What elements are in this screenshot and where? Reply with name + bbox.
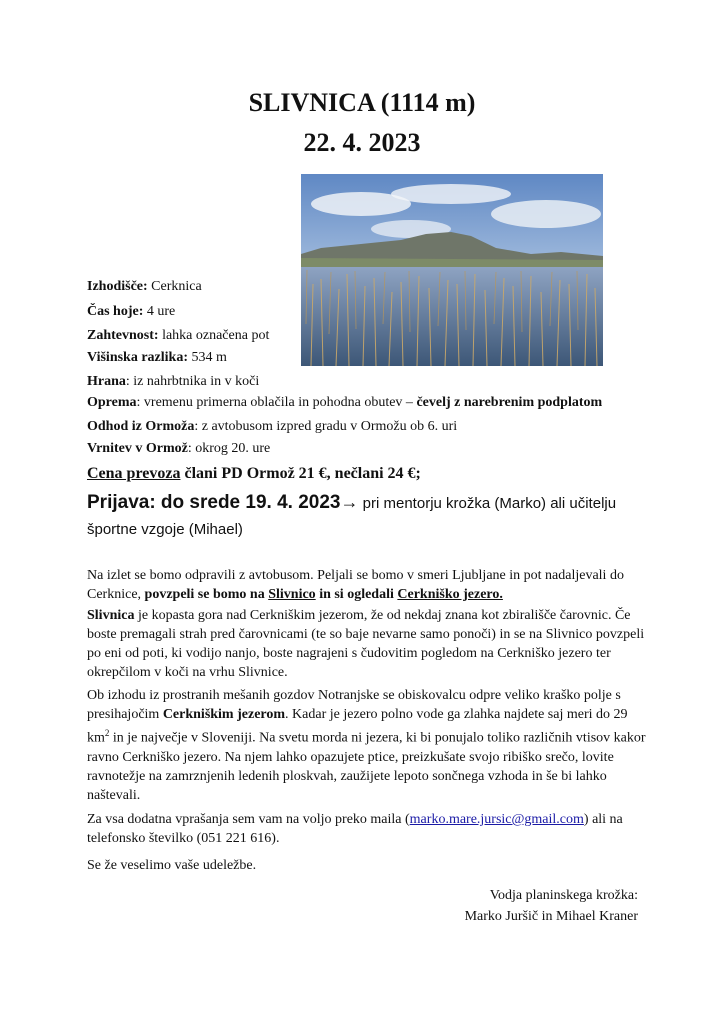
lake-photo — [301, 174, 603, 366]
info-visinska-razlika: Višinska razlika: 534 m — [87, 350, 227, 365]
info-hrana: Hrana: iz nahrbtnika in v koči — [87, 374, 260, 389]
signature-role: Vodja planinskega krožka: — [489, 888, 638, 903]
prijava-note: Prijava: do srede 19. 4. 2023→ pri mentorju krožka (Marko) ali učitelju športne vzgoje (Mihael) — [87, 492, 617, 538]
cena-prevoza: Cena prevoza člani PD Ormož 21 €, nečlani 24 €; — [87, 465, 421, 482]
signature-names: Marko Juršič in Mihael Kraner — [464, 909, 638, 924]
event-date: 22. 4. 2023 — [303, 128, 421, 157]
paragraph-closing: Se že veselimo vaše udeležbe. — [87, 858, 257, 873]
info-odhod: Odhod iz Ormoža: z avtobusom izpred gradu v Ormožu ob 6. uri — [87, 419, 458, 434]
info-zahtevnost: Zahtevnost: lahka označena pot — [87, 328, 270, 343]
info-vrnitev: Vrnitev v Ormož: okrog 20. ure — [87, 441, 271, 456]
email-link[interactable]: marko.mare.jursic@gmail.com — [409, 812, 584, 827]
info-oprema: Oprema: vremenu primerna oblačila in pohodna obutev – čevelj z narebrenim podplatom — [87, 395, 603, 410]
paragraph-intro: Na izlet se bomo odpravili z avtobusom. Peljali se bomo v smeri Ljubljane in pot nadaljevali do Cerknice, povzpeli se bomo na Slivnico in si ogledali Cerkniško jezero. — [87, 568, 624, 602]
paragraph-contact: Za vsa dodatna vprašanja sem vam na voljo preko maila (marko.mare.jursic@gmail.com) ali na telefonsko številko (051 221 616). — [87, 812, 623, 846]
paragraph-jezero: Ob izhodu iz prostranih mešanih gozdov Notranjske se obiskovalcu odpre veliko kraško polje s presihajočim Cerkniškim jezerom. Kadar je jezero polno vode ga zlahka najdete saj meri do 29 $km^2$ in je največje v Sloveniji. Na svetu morda ni jezera, ki bi ponujalo toliko različnih vtisov kakor ravno Cerkniško jezero. Na njem lahko opazujete ptice, preizkušate svojo ribiško srečo, lovite ravnotežje na zamrznjenih ledenih ploskvah, zaužijete lepoto sončnega vzhoda in še bi lahko naštevali. — [87, 688, 646, 803]
paragraph-slivnica: Slivnica je kopasta gora nad Cerkniškim jezerom, že od nekdaj znana kot zbirališče čarovnic. Če boste premagali strah pred čarovnicami (te so baje nevarne samo ponoči) in se na Slivnico povzpeli po eni od poti, ki vodijo nanjo, boste nagrajeni s čudovitim pogledom na Cerkniško jezero ter okrepčilom v koči na vrhu Slivnice. — [87, 608, 645, 680]
info-izhodisce: Izhodišče: Cerknica — [87, 279, 202, 294]
page-title: SLIVNICA (1114 m) — [248, 88, 476, 117]
info-cas-hoje: Čas hoje: 4 ure — [87, 304, 176, 319]
